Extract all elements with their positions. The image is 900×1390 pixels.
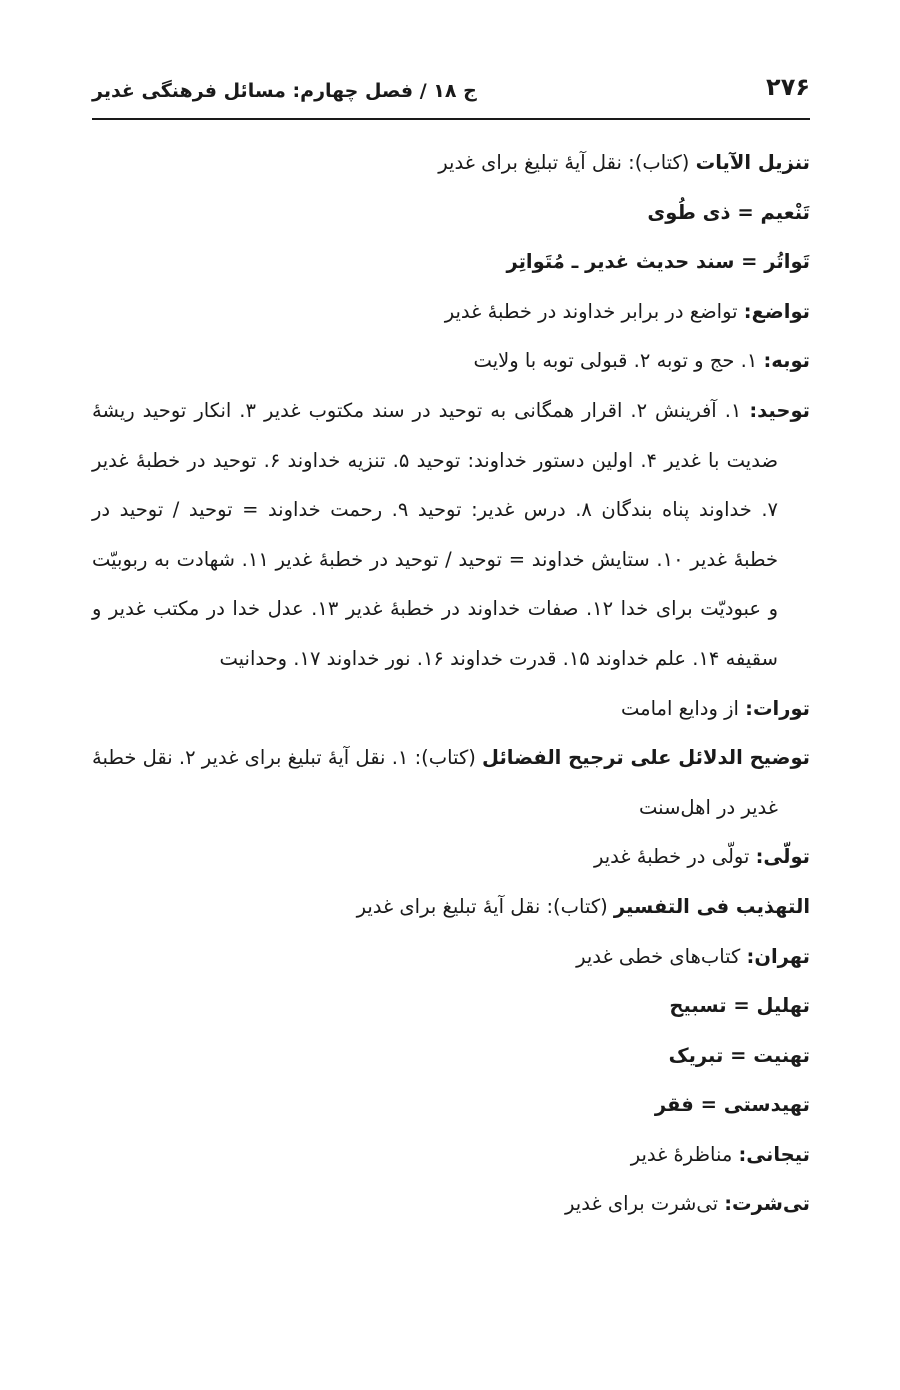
entry-text: کتاب‌های خطی غدیر [576,944,747,968]
entry-text: (کتاب): نقل آیهٔ تبلیغ برای غدیر [356,894,614,918]
entry-term: تنزیل الآیات [695,151,810,174]
glossary-entry [92,981,810,1031]
entry-text: (کتاب): ۱. نقل آیهٔ تبلیغ برای غدیر ۲. نقل خطبهٔ غدیر در اهل‌سنت [92,746,778,819]
entry-term: تَنْعیم = ذی طُوی [647,200,810,224]
entry-term: تیجانی: [738,1142,810,1166]
glossary-entry [92,1080,810,1130]
glossary-entry [92,684,810,734]
entry-text: ۱. آفرینش ۲. اقرار همگانی به توحید در سند مکتوب غدیر ۳. انکار توحید ریشهٔ ضدیت با غدیر ۴. اولین دستور خداوند: توحید ۵. تنزیه خداوند ۶. توحید در خطبهٔ غدیر ۷. خداوند پناه بندگان ۸. درس غدیر: توحید ۹. رحمت خداوند = توحید / توحید در خطبهٔ غدیر ۱۰. ستایش خداوند = توحید / توحید در خطبهٔ غدیر ۱۱. شهادت به ربوبیّت و عبودیّت برای خدا ۱۲. صفات خداوند در خطبهٔ غدیر ۱۳. عدل خدا در مکتب غدیر و سقیفه ۱۴. علم خداوند ۱۵. قدرت خداوند ۱۶. نور خداوند ۱۷. وحدانیت [92,398,779,670]
entry-text: ۱. حج و توبه ۲. قبولی توبه با ولایت [473,349,764,373]
entry-term: تهنیت = تبریک [668,1043,810,1067]
entry-term: تولّی: [755,845,810,869]
entry-term: تورات: [745,696,810,720]
glossary-entry [92,188,810,238]
glossary-entry [92,138,810,188]
glossary-entry [92,287,810,337]
entry-term: تهیدستی = فقر [654,1093,810,1117]
glossary-entry [92,932,810,982]
glossary-entry [92,237,810,287]
entry-term: توبه: [763,349,810,373]
glossary-entries [92,138,810,1229]
entry-text: تواضع در برابر خداوند در خطبهٔ غدیر [444,299,744,323]
entry-term: تهلیل = تسبیح [669,994,810,1018]
entry-text: تی‌شرت برای غدیر [565,1192,725,1216]
page-number: ۲۷۶ [766,73,810,101]
glossary-entry [92,832,810,882]
entry-term: تهران: [746,944,810,968]
glossary-entry [92,336,810,386]
entry-term: تواضع: [743,299,810,323]
glossary-entry [92,733,810,832]
entry-term: التهذیب فی التفسیر [613,894,810,918]
glossary-entry [92,1031,810,1081]
running-head: ج ۱۸ / فصل چهارم: مسائل فرهنگی غدیر [92,80,477,102]
entry-text: مناظرهٔ غدیر [630,1142,739,1166]
glossary-entry [92,386,810,684]
page-header [92,62,810,120]
entry-term: تَواتُر = سند حدیث غدیر ـ مُتَواتِر [506,250,810,274]
glossary-entry [92,882,810,932]
entry-text: (کتاب): نقل آیهٔ تبلیغ برای غدیر [438,151,696,174]
entry-text: از ودایع امامت [620,696,746,720]
entry-term: توحید: [749,398,810,422]
entry-text: تولّی در خطبهٔ غدیر [593,845,756,869]
entry-term: تی‌شرت: [724,1192,810,1216]
entry-term: توضیح الدلائل علی ترجیح الفضائل [482,746,810,770]
glossary-entry [92,1130,810,1180]
glossary-entry [92,1179,810,1229]
